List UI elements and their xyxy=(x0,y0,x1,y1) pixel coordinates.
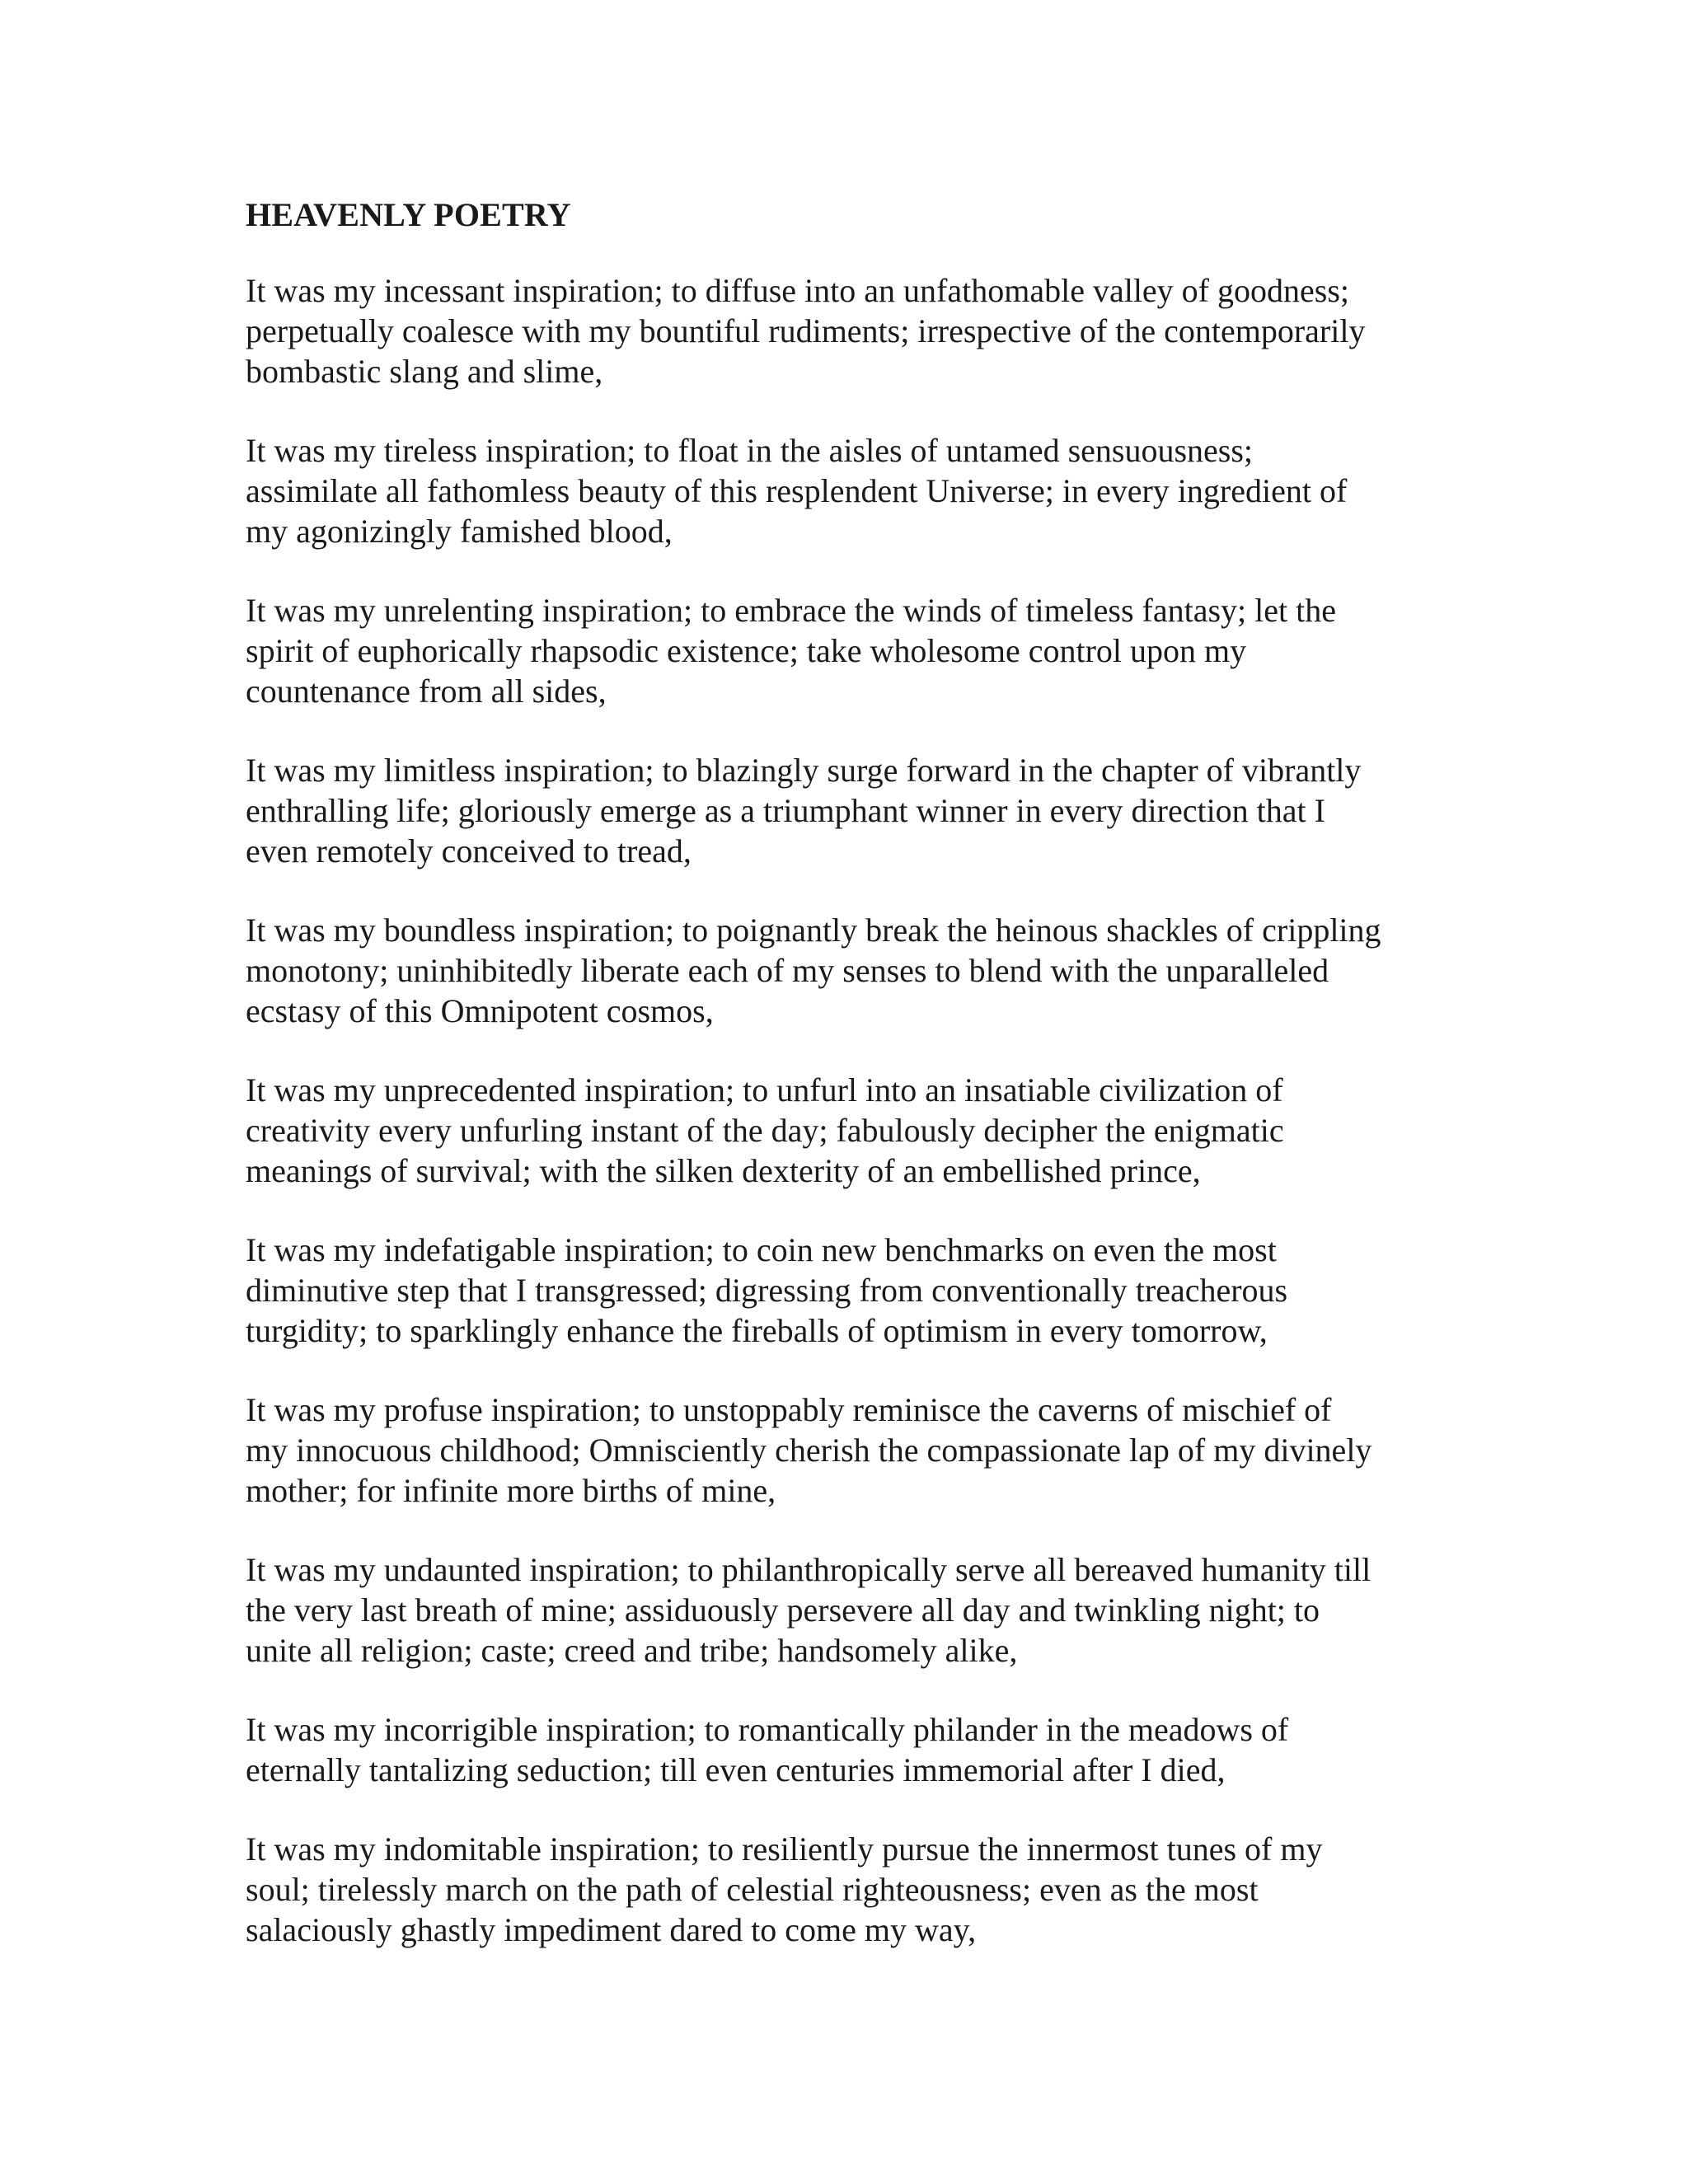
stanza-line: perpetually coalesce with my bountiful rudiments; irrespective of the contemporarily xyxy=(246,312,1366,349)
stanza-line: unite all religion; caste; creed and tribe; handsomely alike, xyxy=(246,1632,1018,1669)
stanza-line: the very last breath of mine; assiduously persevere all day and twinkling night; to xyxy=(246,1591,1320,1629)
stanza-line: mother; for infinite more births of mine, xyxy=(246,1472,776,1509)
stanza xyxy=(246,1390,1449,1511)
poem-body xyxy=(246,194,1449,1989)
stanza-line: monotony; uninhibitedly liberate each of my senses to blend with the unparalleled xyxy=(246,952,1329,989)
stanza-line: turgidity; to sparklingly enhance the fireballs of optimism in every tomorrow, xyxy=(246,1312,1268,1349)
stanza-line: It was my undaunted inspiration; to philanthropically serve all bereaved humanity till xyxy=(246,1551,1372,1588)
stanza-line: It was my incorrigible inspiration; to romantically philander in the meadows of xyxy=(246,1711,1289,1748)
stanza-line: It was my tireless inspiration; to float in the aisles of untamed sensuousness; xyxy=(246,432,1254,469)
stanza-line: It was my boundless inspiration; to poignantly break the heinous shackles of crippling xyxy=(246,912,1381,949)
stanza-line: It was my unprecedented inspiration; to unfurl into an insatiable civilization of xyxy=(246,1071,1283,1108)
stanza xyxy=(246,1230,1449,1351)
stanza-line: It was my limitless inspiration; to blazingly surge forward in the chapter of vibrantly xyxy=(246,752,1362,789)
stanza-line: salaciously ghastly impediment dared to come my way, xyxy=(246,1911,977,1948)
stanza-line: soul; tirelessly march on the path of celestial righteousness; even as the most xyxy=(246,1871,1259,1908)
stanza xyxy=(246,910,1449,1031)
stanza-line: meanings of survival; with the silken dexterity of an embellished prince, xyxy=(246,1152,1201,1189)
stanza-line: It was my indomitable inspiration; to resiliently pursue the innermost tunes of my xyxy=(246,1830,1323,1868)
stanza-list xyxy=(246,270,1449,1950)
stanza-line: even remotely conceived to tread, xyxy=(246,832,692,869)
stanza-line: diminutive step that I transgressed; digressing from conventionally treacherous xyxy=(246,1272,1288,1309)
stanza xyxy=(246,1549,1449,1671)
stanza xyxy=(246,1070,1449,1191)
stanza-line: countenance from all sides, xyxy=(246,673,607,710)
stanza-line: It was my unrelenting inspiration; to embrace the winds of timeless fantasy; let the xyxy=(246,592,1337,629)
stanza-line: my innocuous childhood; Omnisciently cherish the compassionate lap of my divinely xyxy=(246,1432,1372,1469)
stanza-line: my agonizingly famished blood, xyxy=(246,513,673,550)
stanza-line: It was my profuse inspiration; to unstoppably reminisce the caverns of mischief of xyxy=(246,1391,1332,1428)
stanza xyxy=(246,750,1449,871)
stanza-line: spirit of euphorically rhapsodic existence; take wholesome control upon my xyxy=(246,632,1247,669)
stanza-line: eternally tantalizing seduction; till even centuries immemorial after I died, xyxy=(246,1751,1226,1788)
stanza-line: creativity every unfurling instant of the day; fabulously decipher the enigmatic xyxy=(246,1112,1284,1149)
poem-title: HEAVENLY POETRY xyxy=(246,196,571,233)
stanza xyxy=(246,1709,1449,1790)
stanza-line: It was my indefatigable inspiration; to coin new benchmarks on even the most xyxy=(246,1231,1277,1268)
stanza-line: assimilate all fathomless beauty of this resplendent Universe; in every ingredient of xyxy=(246,472,1348,509)
stanza xyxy=(246,590,1449,711)
stanza xyxy=(246,430,1449,551)
stanza-line: ecstasy of this Omnipotent cosmos, xyxy=(246,992,714,1029)
stanza-line: It was my incessant inspiration; to diffuse into an unfathomable valley of goodness; xyxy=(246,272,1350,309)
stanza-line: enthralling life; gloriously emerge as a triumphant winner in every direction that I xyxy=(246,792,1325,829)
stanza-line: bombastic slang and slime, xyxy=(246,353,603,390)
stanza xyxy=(246,1829,1449,1950)
stanza xyxy=(246,270,1449,391)
